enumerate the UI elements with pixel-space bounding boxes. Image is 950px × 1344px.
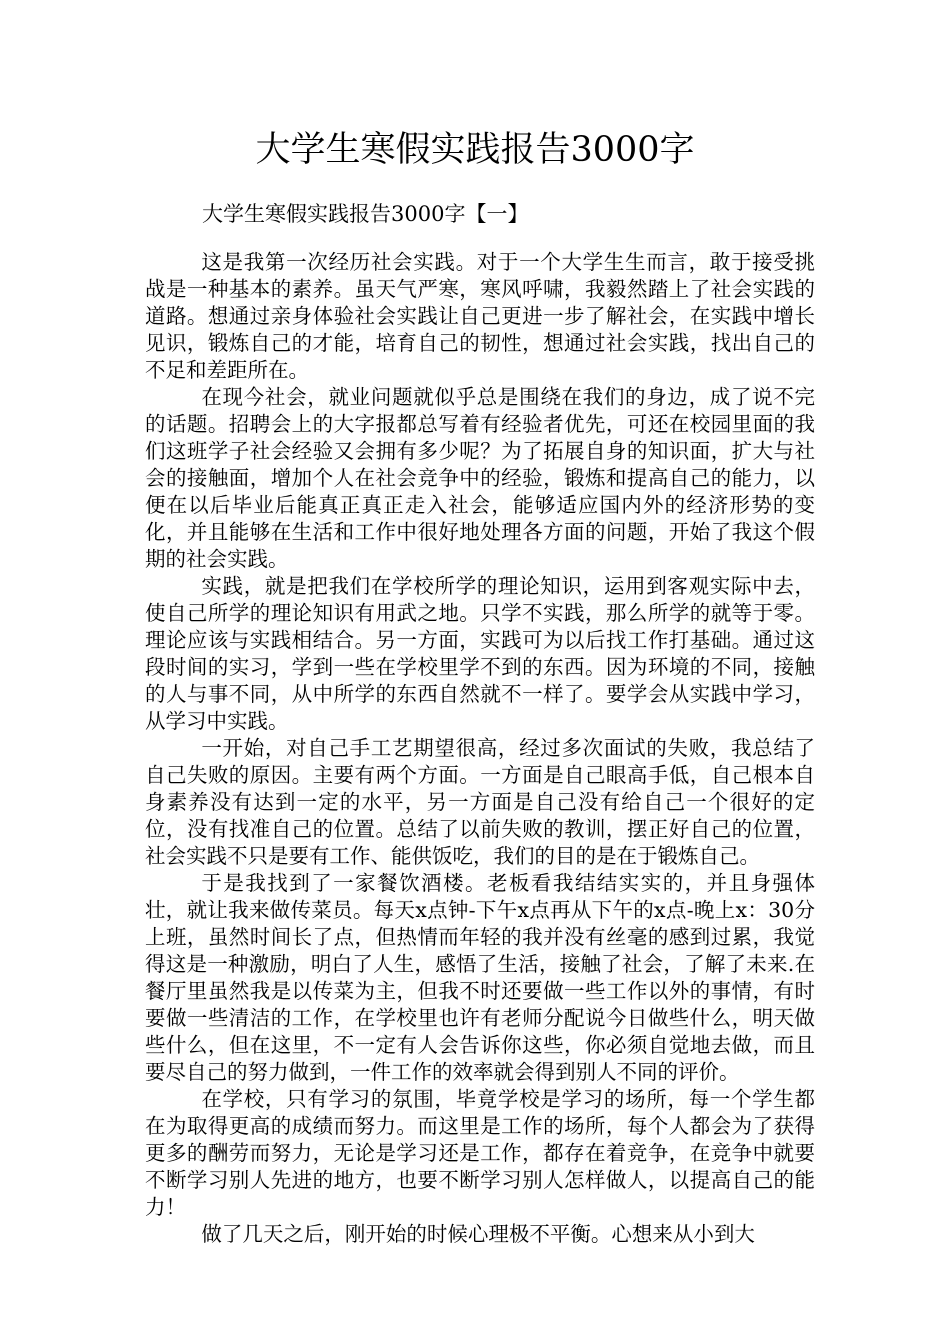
section-heading: 大学生寒假实践报告3000字【一】 — [202, 202, 529, 226]
paragraph-2: 在现今社会，就业问题就似乎总是围绕在我们的身边，成了说不完的话题。招聘会上的大字报都总写着有经验者优先，可还在校园里面的我们这班学子社会经验又会拥有多少呢？为了拓展自身的知识面，扩大与社会的接触面，增加个人在社会竞争中的经验，锻炼和提高自己的能力，以便在以后毕业后能真正真正走入社会，能够适应国内外的经济形势的变化，并且能够在生活和工作中很好地处理各方面的问题，开始了我这个假期的社会实践。 — [145, 385, 815, 571]
paragraph-3: 实践，就是把我们在学校所学的理论知识，运用到客观实际中去，使自己所学的理论知识有用武之地。只学不实践，那么所学的就等于零。理论应该与实践相结合。另一方面，实践可为以后找工作打基础。通过这段时间的实习，学到一些在学校里学不到的东西。因为环境的不同，接触的人与事不同，从中所学的东西自然就不一样了。要学会从实践中学习，从学习中实践。 — [145, 574, 815, 733]
paragraph-5: 于是我找到了一家餐饮酒楼。老板看我结结实实的，并且身强体壮，就让我来做传菜员。每天x点钟-下午x点再从下午的x点-晚上x：30分上班，虽然时间长了点，但热情而年轻的我并没有丝毫的感到过累，我觉得这是一种激励，明白了人生，感悟了生活，接触了社会，了解了未来.在餐厅里虽然我是以传菜为主，但我不时还要做一些工作以外的事情，有时要做一些清洁的工作，在学校里也许有老师分配说今日做些什么，明天做些什么，但在这里，不一定有人会告诉你这些，你必须自觉地去做，而且要尽自己的努力做到，一件工作的效率就会得到别人不同的评价。 — [145, 871, 815, 1084]
paragraph-1: 这是我第一次经历社会实践。对于一个大学生生而言，敢于接受挑战是一种基本的素养。虽天气严寒，寒风呼啸，我毅然踏上了社会实践的道路。想通过亲身体验社会实践让自己更进一步了解社会，在实践中增长见识，锻炼自己的才能，培育自己的韧性，想通过社会实践，找出自己的不足和差距所在。 — [145, 250, 815, 382]
document-title: 大学生寒假实践报告3000字 — [255, 130, 695, 170]
body-text — [145, 249, 815, 1248]
paragraph-4: 一开始，对自己手工艺期望很高，经过多次面试的失败，我总结了自己失败的原因。主要有两个方面。一方面是自己眼高手低，自己根本自身素养没有达到一定的水平，另一方面是自己没有给自己一个很好的定位，没有找准自己的位置。总结了以前失败的教训，摆正好自己的位置，社会实践不只是要有工作、能供饭吃，我们的目的是在于锻炼自己。 — [145, 736, 815, 868]
paragraph-7: 做了几天之后，刚开始的时候心理极不平衡。心想来从小到大 — [201, 1222, 755, 1246]
paragraph-6: 在学校，只有学习的氛围，毕竟学校是学习的场所，每一个学生都在为取得更高的成绩而努力。而这里是工作的场所，每个人都会为了获得更多的酬劳而努力，无论是学习还是工作，都存在着竞争，在竞争中就要不断学习别人先进的地方，也要不断学习别人怎样做人，以提高自己的能力！ — [145, 1087, 815, 1219]
